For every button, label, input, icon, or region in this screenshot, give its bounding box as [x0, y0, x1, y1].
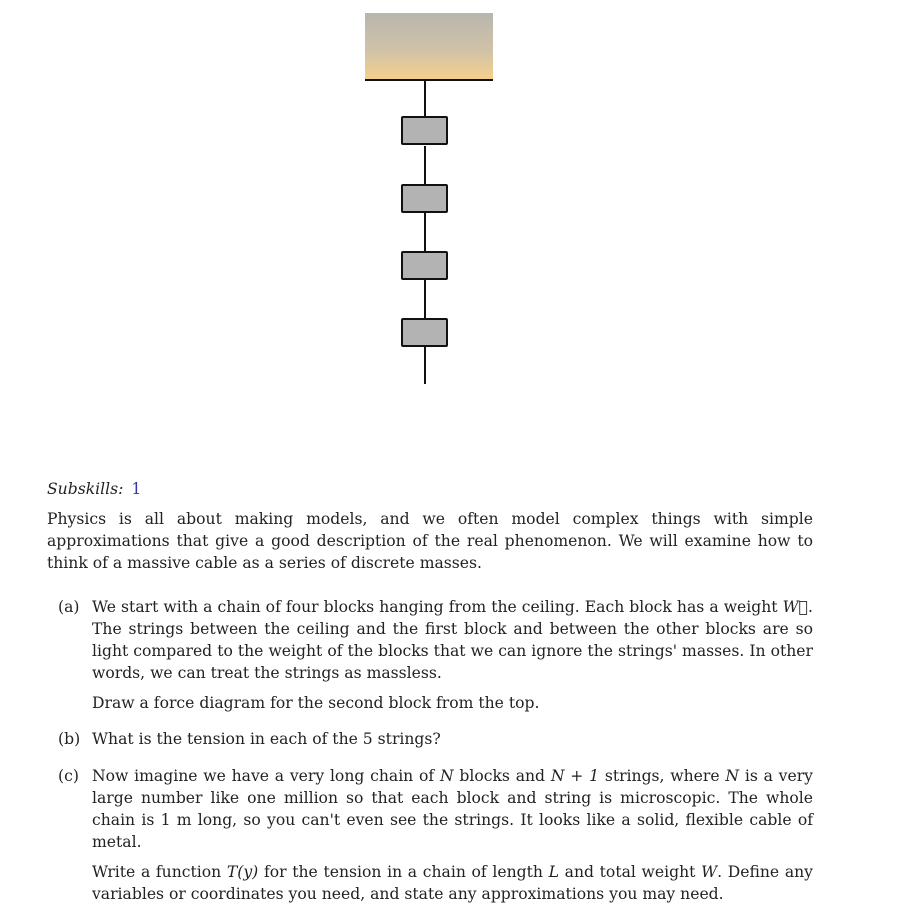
part-c	[58, 765, 813, 905]
hanging-chain-figure	[0, 0, 907, 400]
block-3	[401, 251, 448, 280]
part-c-text: Now imagine we have a very long chain of N blocks and N + 1 strings, where N is a very large number like one million so that each block and string is microscopic. The whole chain is 1 m long, so you can't even see the strings. It looks like a solid, flexible cable of metal.	[92, 767, 813, 851]
part-a	[58, 596, 813, 714]
subskills	[47, 478, 813, 500]
block-2	[401, 184, 448, 213]
block-1	[401, 116, 448, 145]
subskills-value[interactable]: 1	[131, 480, 142, 498]
strings	[0, 0, 907, 400]
part-a-text: We start with a chain of four blocks hanging from the ceiling. Each block has a weight W⃗. The strings between the ceiling and the first block and between the other blocks are so light compared to the weight of the blocks that we can ignore the strings' masses. In other words, we can treat the strings as massless.	[92, 598, 813, 682]
part-a-instruction: Draw a force diagram for the second block from the top.	[92, 694, 540, 712]
subskills-label: Subskills:	[47, 480, 124, 498]
intro-paragraph: Physics is all about making models, and we often model complex things with simple approximations that give a good description of the real phenomenon. We will examine how to think of a massive cable as a series of discrete masses.	[47, 510, 813, 572]
part-b	[58, 728, 813, 750]
part-b-label: (b)	[58, 730, 81, 748]
weight-symbol: W⃗	[782, 598, 809, 616]
part-c-instruction: Write a function T(y) for the tension in a chain of length L and total weight W. Define any variables or coordinates you need, and state any approximations you may need.	[92, 863, 813, 903]
part-b-text: What is the tension in each of the 5 strings?	[92, 730, 441, 748]
block-4	[401, 318, 448, 347]
part-a-label: (a)	[58, 598, 80, 616]
part-c-label: (c)	[58, 767, 79, 785]
